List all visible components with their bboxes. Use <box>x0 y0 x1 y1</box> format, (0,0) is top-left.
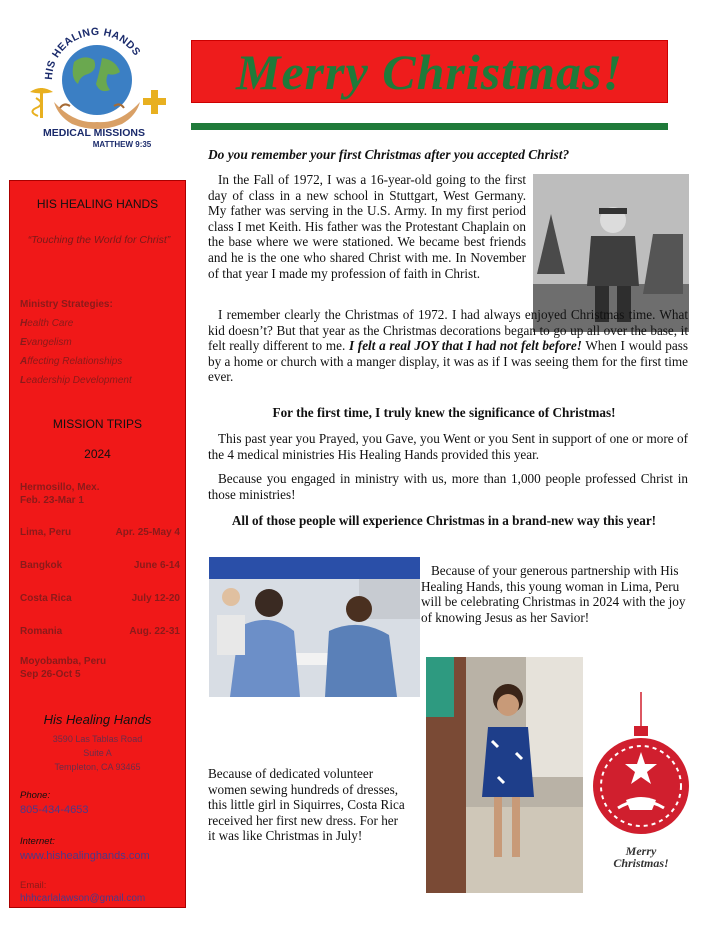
ornament-caption-christmas: Christmas! <box>613 856 669 870</box>
org-name: His Healing Hands <box>43 712 152 727</box>
mission-trips-heading: MISSION TRIPS <box>52 417 143 431</box>
paragraph-lima-woman: Because of your generous partnership with His Healing Hands, this young woman in Lima, Peru will be celebrating Christmas in 2024 with the joy of knowing Jesus as her Savior! <box>421 563 686 625</box>
logo-line1: MEDICAL MISSIONS <box>43 127 145 139</box>
trip-item: Bangkok June 6-14 <box>20 560 180 571</box>
strategy-item: Leadership Development <box>20 375 132 386</box>
email-label: Email: <box>20 880 47 891</box>
caduceus-icon <box>30 88 53 118</box>
paragraph-prayed-gave: This past year you Prayed, you Gave, you Went or you Sent in support of one or more of the 4 medical ministries His Healing Hands provided this year. <box>208 431 688 462</box>
phone-number[interactable]: 805-434-4653 <box>20 804 89 816</box>
ornament-caption-merry: Merry <box>625 844 657 858</box>
trip-item: Moyobamba, Peru Sep 26-Oct 5 <box>20 656 107 680</box>
org-address: 3590 Las Tablas Road Suite A Templeton, CA 93465 <box>52 734 143 772</box>
ministry-strategies <box>20 295 180 390</box>
email-link[interactable]: hhhcarlalawson@gmail.com <box>20 893 146 904</box>
strategy-item: Evangelism <box>20 337 72 348</box>
trip-item: Lima, Peru Apr. 25-May 4 <box>20 527 180 538</box>
logo-line2: MATTHEW 9:35 <box>92 140 152 149</box>
green-divider <box>191 123 668 130</box>
sidebar-tagline: “Touching the World for Christ” <box>27 234 171 246</box>
costa-rica-girl-photo <box>426 657 583 893</box>
logo-arc-text: HIS HEALING HANDS <box>42 25 143 81</box>
paragraph-christmas-1972: I remember clearly the Christmas of 1972. I had always enjoyed Christmas time. What kid doesn’t? But that year as the Christmas decorations began to go up all over the base, it felt really different to me. I felt a real JOY that I had not felt before! When I would pass by a home or church with a manger display, it was as if I was seeing them for the first time ever. <box>208 307 689 385</box>
heading-brand-new-way: All of those people will experience Christmas in a brand-new way this year! <box>231 513 657 528</box>
phone-label: Phone: <box>20 790 51 801</box>
paragraph-costa-rica-girl: Because of dedicated volunteer women sewing hundreds of dresses, this little girl in Siquirres, Costa Rica received her first new dress. For her it was like Christmas in July! <box>208 766 405 844</box>
paragraph-fall-1972: In the Fall of 1972, I was a 16-year-old going to the first day of class in a new school in Stuttgart, West Germany. My father was serving in the U.S. Army. In my first period class I met Keith. His father was the Protestant Chaplain on the base where we were stationed. We became best friends and he is the one who shared Christ with me. In November of that year I made my profession of faith in Christ. <box>208 172 526 281</box>
website-link[interactable]: www.hishealinghands.com <box>20 850 150 862</box>
merry-christmas-banner <box>191 40 668 103</box>
lima-photo <box>209 557 420 697</box>
cross-icon <box>143 90 166 114</box>
internet-label: Internet: <box>20 836 55 847</box>
strategy-item: Health Care <box>20 318 74 329</box>
trip-item: Romania Aug. 22-31 <box>20 626 180 637</box>
sidebar <box>9 180 186 908</box>
strategies-heading: Ministry Strategies: <box>20 299 113 310</box>
sidebar-title: HIS HEALING HANDS <box>36 197 159 211</box>
banner-title: Merry Christmas! <box>236 43 623 100</box>
mission-trips-year: 2024 <box>84 447 111 461</box>
trip-item: Costa Rica July 12-20 <box>20 593 180 604</box>
logo <box>14 18 174 168</box>
trip-item: Hermosillo, Mex. Feb. 23-Mar 1 <box>20 482 100 506</box>
paragraph-professed-christ: Because you engaged in ministry with us, more than 1,000 people professed Christ in those ministries! <box>208 471 688 502</box>
strategy-item: Affecting Relationships <box>20 356 123 367</box>
logo-graphic <box>14 18 174 168</box>
christmas-ornament <box>586 690 696 870</box>
heading-significance: For the first time, I truly knew the significance of Christmas! <box>272 405 616 420</box>
opening-question: Do you remember your first Christmas after you accepted Christ? <box>208 147 570 162</box>
